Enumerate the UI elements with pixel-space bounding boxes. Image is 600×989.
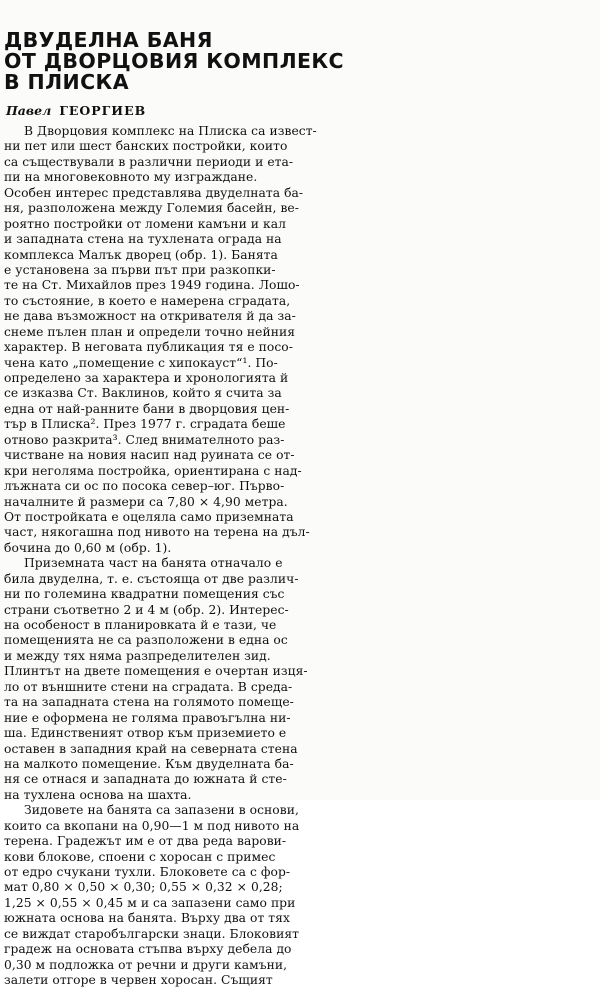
body-line: и западната стена на тухлената ограда на [4, 232, 282, 247]
body-line: Приземната част на банята отначало е [24, 556, 283, 571]
body-line: част, някогашна под нивото на терена на дъл- [4, 525, 310, 540]
body-line: отново разкрита³. След внимателното раз- [4, 432, 285, 447]
body-line: била двуделна, т. е. състояща от две различ- [4, 571, 299, 586]
body-line: се виждат старобългарски знаци. Блоковият [4, 926, 300, 941]
body-line: 1,25 × 0,55 × 0,45 м и са запазени само при [4, 895, 296, 910]
body-line: южната основа на банята. Върху два от тях [4, 911, 290, 926]
body-line: една от най-ранните бани в дворцовия цен- [4, 401, 290, 416]
body-line: ни по големина квадратни помещения със [4, 587, 285, 602]
body-line: на тухлена основа на шахта. [4, 787, 192, 802]
body-line: Зидовете на банята са запазени в основи, [24, 803, 299, 818]
body-line: които са вкопани на 0,90—1 м под нивото на [4, 818, 300, 833]
body-line: то състояние, в което е намерена сградата, [4, 293, 291, 308]
article-title [4, 30, 564, 93]
body-line: роятно постройки от ломени камъни и кал [4, 216, 286, 231]
body-line: чена като „помещение с хипокауст“¹. По- [4, 355, 278, 370]
body-line: терена. Градежът им е от два реда варови- [4, 834, 287, 849]
body-line: пи на многовековното му изграждане. [4, 170, 258, 185]
body-line: лъжната си ос по посока север–юг. Първо- [4, 479, 285, 494]
body-line: оставен в западния край на северната стена [4, 741, 298, 756]
body-line: не дава възможност на откривателя й да за- [4, 309, 296, 324]
body-line: та на западната стена на голямото помеще- [4, 695, 294, 710]
body-line: кри неголяма постройка, ориентирана с над- [4, 463, 302, 478]
body-line: бочина до 0,60 м (обр. 1). [4, 540, 172, 555]
body-line: чистване на новия насип над руината се от- [4, 448, 295, 463]
body-line: В Дворцовия комплекс на Плиска са извест- [24, 124, 317, 138]
body-line: определено за характера и хронологията й [4, 371, 289, 385]
body-line: 0,30 м подложка от речни и други камъни, [4, 957, 288, 972]
body-line: тър в Плиска². През 1977 г. сградата беше [4, 417, 286, 432]
body-line: страни съответно 2 и 4 м (обр. 2). Интерес- [4, 602, 289, 617]
body-line: на малкото помещение. Към двуделната ба- [4, 756, 294, 771]
body-line: снеме пълен план и определи точно нейния [4, 324, 296, 339]
article-body [4, 124, 594, 989]
title-line: В ПЛИСКА [4, 70, 129, 94]
body-line: те на Ст. Михайлов през 1949 година. Лошо- [4, 278, 300, 293]
author-last-name: ГЕОРГИЕВ [59, 103, 147, 118]
body-line: са съществували в различни периоди и ета- [4, 154, 294, 169]
body-line: ни пет или шест банских постройки, които [4, 139, 288, 154]
body-line: ние е оформена не голяма правоъгълна ни- [4, 710, 291, 725]
body-line: кови блокове, споени с хоросан с примес [4, 849, 276, 864]
body-line: мат 0,80 × 0,50 × 0,30; 0,55 × 0,32 × 0,28; [4, 880, 283, 895]
body-line: залети отгоре в червен хоросан. Същият [4, 973, 273, 988]
author-first-name: Павел [6, 103, 52, 118]
body-line: От постройката е оцеляла само приземната [4, 509, 294, 524]
body-line: помещенията не са разположени в една ос [4, 633, 288, 648]
body-line: се изказва Ст. Ваклинов, който я счита за [4, 386, 282, 401]
body-line: е установена за първи път при разкопки- [4, 262, 276, 277]
body-line: Плинтът на двете помещения е очертан изця- [4, 664, 308, 679]
body-line: ня се отнася и западната до южната й сте- [4, 772, 287, 787]
body-line: ша. Единственият отвор към приземието е [4, 726, 287, 741]
author-byline [6, 103, 146, 118]
title-line: ДВУДЕЛНА БАНЯ [4, 28, 213, 52]
body-line: от едро счукани тухли. Блоковете са с фор- [4, 865, 291, 879]
body-line: и между тях няма разпределителен зид. [4, 648, 271, 663]
body-line: началните й размери са 7,80 × 4,90 метра. [4, 494, 288, 509]
body-line: характер. В неговата публикация тя е посо- [4, 340, 293, 355]
body-line: Особен интерес представлява двуделната ба- [4, 185, 304, 200]
body-line: на особеност в планировката й е тази, че [4, 618, 277, 632]
body-line: градеж на основата стъпва върху дебела до [4, 942, 292, 957]
body-line: ло от външните стени на сградата. В среда- [4, 679, 293, 694]
body-line: ня, разположена между Големия басейн, ве- [4, 201, 299, 216]
body-line: комплекса Малък дворец (обр. 1). Банята [4, 247, 278, 262]
title-line: ОТ ДВОРЦОВИЯ КОМПЛЕКС [4, 49, 345, 73]
